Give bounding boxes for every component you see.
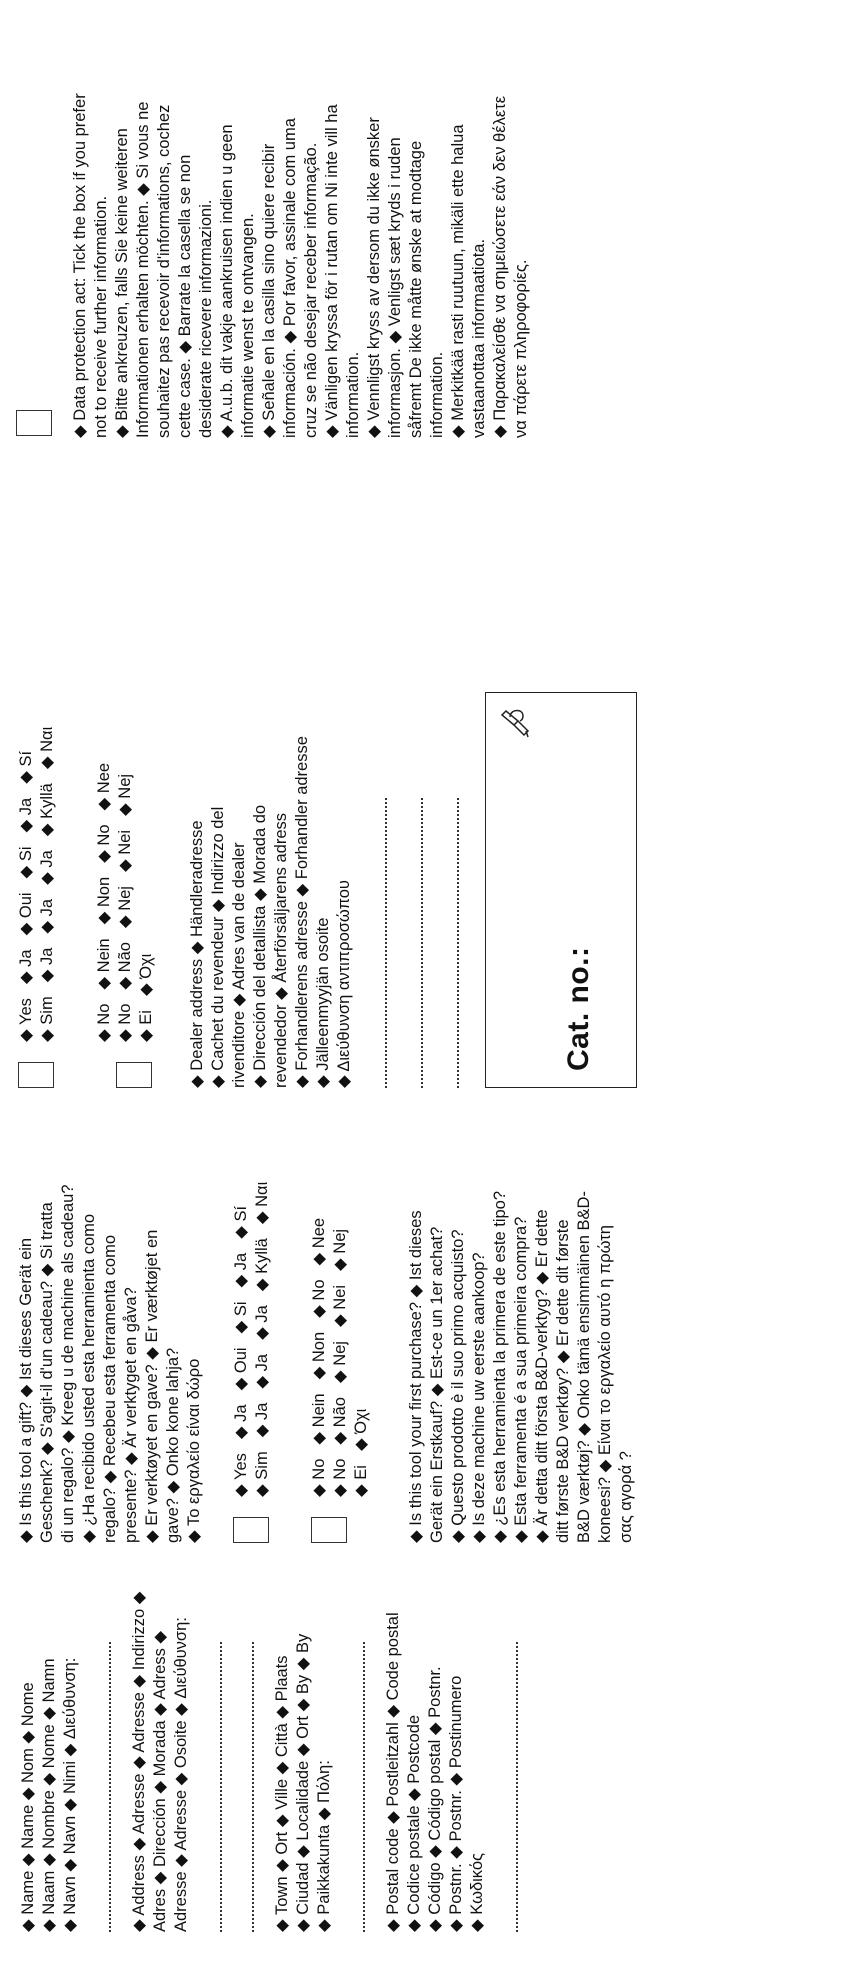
option-label: ◆ Sí	[232, 1205, 250, 1239]
gift-no-row-2	[330, 1148, 351, 1497]
data-protection-line: ◆ Merkitkää rasti ruutuun, mikäli ette halua	[449, 124, 467, 438]
data-protection-line: desiderate ricevere informazioni.	[197, 199, 215, 438]
option-label: ◆ Nei	[116, 829, 134, 873]
gift-question	[16, 1148, 205, 1543]
first-purchase-yes-row-1	[16, 508, 37, 1042]
option-label: ◆ Nee	[310, 1217, 328, 1266]
option-label: ◆ Nej	[331, 1341, 349, 1384]
data-protection-line: ◆ A.u.b. dit vakje aankruisen indien u geen	[218, 124, 236, 438]
dealer-column	[16, 508, 637, 1088]
name-field-label	[18, 1622, 81, 1932]
option-label: ◆ No	[331, 1458, 349, 1497]
gift-question-line: Geschenk? ◆ S'agit-il d'un cadeau? ◆ Si tratta	[38, 1202, 56, 1543]
option-label: ◆ Ja	[38, 947, 56, 983]
gift-no-row-1	[309, 1148, 330, 1497]
data-protection-line: cette case. ◆ Barrate la casella se non	[176, 154, 194, 438]
address-label-line: Adres ◆ Dirección ◆ Morada ◆ Adress ◆	[151, 1630, 169, 1932]
dealer-address-field-1[interactable]	[385, 798, 387, 1088]
data-protection-checkbox[interactable]	[16, 410, 52, 436]
option-label: ◆ Ja	[232, 1252, 250, 1288]
postal-field-label	[383, 1612, 488, 1932]
gift-question-line: ◆ Er verktøyet en gave? ◆ Er værktøjet en	[143, 1229, 161, 1543]
data-protection-line: ◆ Bitte ankreuzen, falls Sie keine weiteren	[113, 128, 131, 438]
first-purchase-line: ditt første B&D verktøy? ◆ Er dette dit første	[554, 1219, 572, 1543]
option-label: ◆ Nej	[331, 1228, 349, 1271]
option-label: ◆ Ei	[137, 1010, 155, 1042]
dealer-label-line: rivenditore ◆ Adres van de dealer	[230, 842, 248, 1088]
name-field[interactable]	[109, 1642, 111, 1932]
option-label: ◆ Yes	[232, 1453, 250, 1497]
address-field-line-1[interactable]	[220, 1642, 222, 1932]
first-purchase-line: ◆ ¿Es esta herramienta la primera de este tipo?	[491, 1190, 509, 1543]
data-protection-line: vastaanottaa informaatiota.	[470, 238, 488, 438]
data-protection-text	[70, 28, 532, 438]
first-purchase-no-checkbox[interactable]	[116, 1062, 152, 1088]
option-label: ◆ Ja	[38, 898, 56, 934]
data-protection-line: ◆ Data protection act: Tick the box if you prefer	[71, 93, 89, 438]
option-label: ◆ Ja	[17, 797, 35, 833]
postal-label-line: ◆ Κωδικός	[468, 1853, 486, 1932]
option-label: ◆ Kyllä	[253, 1238, 271, 1292]
town-label-line: ◆ Ciudad ◆ Localidade ◆ Ort ◆ By ◆ By	[294, 1633, 312, 1932]
option-label: ◆ Non	[95, 876, 113, 925]
data-protection-line: Informationen erhalten möchten. ◆ Si vous ne	[134, 101, 152, 438]
address-label-line: Adresse ◆ Adresse ◆ Osoite ◆ Διεύθυνση:	[172, 1617, 190, 1932]
option-label: ◆ Ναι	[38, 726, 56, 770]
first-purchase-no-row-1	[94, 508, 115, 1042]
dealer-label-line: ◆ Dealer address ◆ Händleradresse	[188, 820, 206, 1088]
gift-question-line: ◆ Is this tool a gift? ◆ Ist dieses Gerät ein	[17, 1237, 35, 1543]
first-purchase-yes-row-2	[37, 508, 58, 1042]
gift-question-line: ◆ Το εργαλείο είναι δώρο	[185, 1358, 203, 1543]
data-protection-line: ◆ Vänligen kryssa för i rutan om Ni inte vill ha	[323, 104, 341, 438]
dealer-label-line: ◆ Jälleenmyyjän osoite	[314, 917, 332, 1088]
name-label-line: ◆ Navn ◆ Navn ◆ Nimi ◆ Διεύθυνση:	[61, 1657, 79, 1932]
first-purchase-yes-checkbox[interactable]	[18, 1062, 54, 1088]
postal-label-line: ◆ Postal code ◆ Postleitzahl ◆ Code postal	[384, 1612, 402, 1932]
dealer-label-line: ◆ Διεύθυνση αντιπροσώπου	[335, 880, 353, 1088]
postal-label-line: ◆ Postnr. ◆ Postnr. ◆ Postinumero	[447, 1675, 465, 1932]
gift-question-line: ◆ ¿Ha recibido usted esta herramienta como	[80, 1213, 98, 1543]
gift-yes-row-1	[231, 1148, 252, 1497]
option-label: ◆ Oui	[232, 1347, 250, 1391]
option-label: ◆ Ja	[253, 1305, 271, 1340]
name-label-line: ◆ Name ◆ Name ◆ Nom ◆ Nome	[19, 1682, 37, 1932]
address-label-line: ◆ Address ◆ Adresse ◆ Adresse ◆ Indirizzo ◆	[130, 1591, 148, 1932]
option-label: ◆ Sí	[17, 750, 35, 784]
first-purchase-line: ◆ Is deze machine uw eerste aankoop?	[470, 1252, 488, 1543]
customer-details-column	[18, 1591, 536, 1932]
option-label: ◆ No	[95, 824, 113, 863]
data-protection-line: informasjon. ◆ Venligst sæt kryds i ruden	[386, 137, 404, 438]
option-label: ◆ Nej	[116, 886, 134, 929]
gift-yes-checkbox[interactable]	[233, 1517, 269, 1543]
first-purchase-line: ◆ Esta ferramenta é a sua primeira compra?	[512, 1216, 530, 1543]
dealer-label-line: ◆ Dirección del detallista ◆ Morada do	[251, 804, 269, 1088]
option-label: ◆ Sim	[38, 996, 56, 1042]
data-protection-line: information.	[428, 351, 446, 438]
first-purchase-line: Gerät ein Erstkauf? ◆ Est-ce un 1er achat?	[428, 1226, 446, 1543]
data-protection-line: ◆ Señale en la casilla sino quiere recibir	[260, 143, 278, 438]
town-field[interactable]	[363, 1642, 365, 1932]
first-purchase-no-row-2	[115, 508, 136, 1042]
data-protection-line: souhaitez pas recevoir d'informations, cochez	[155, 104, 173, 438]
pen-hand-icon	[496, 705, 530, 739]
option-label: ◆ Όχι	[352, 1408, 370, 1452]
data-protection-line: såfremt De ikke måtte ønske at modtage	[407, 140, 425, 438]
option-label: ◆ Si	[17, 846, 35, 879]
name-label-line: ◆ Naam ◆ Nombre ◆ Nome ◆ Namn	[40, 1658, 58, 1932]
option-label: ◆ Ja	[253, 1402, 271, 1438]
first-purchase-yes-option	[16, 508, 58, 1088]
option-label: ◆ Si	[232, 1301, 250, 1334]
option-label: ◆ Ja	[232, 1404, 250, 1440]
dealer-address-label	[187, 508, 355, 1088]
data-protection-line: cruz se não desejar receber informação.	[302, 142, 320, 438]
option-label: ◆ Kyllä	[38, 783, 56, 837]
gift-yes-row-2	[252, 1148, 273, 1497]
town-label-line: ◆ Paikkakunta ◆ Πόλη:	[315, 1760, 333, 1932]
data-protection-column	[16, 28, 532, 438]
town-field-label	[272, 1622, 335, 1932]
first-purchase-no-row-3	[136, 508, 157, 1042]
first-purchase-line: koneesi? ◆ Είναι το εργαλείο αυτό η πρώτη	[596, 1225, 614, 1543]
data-protection-line: να πάρετε πληροφορίες.	[512, 259, 530, 438]
option-label: ◆ Sim	[253, 1451, 271, 1497]
data-protection-line: not to receive further information.	[92, 195, 110, 438]
option-label: ◆ Ναι	[253, 1181, 271, 1225]
address-field-line-2[interactable]	[252, 1642, 254, 1932]
first-purchase-line: ◆ Är detta ditt första B&D-verktyg? ◆ Er dette	[533, 1209, 551, 1543]
address-field-label	[129, 1591, 192, 1932]
dealer-label-line: ◆ Forhandlerens adresse ◆ Forhandler adresse	[293, 736, 311, 1088]
dealer-label-line: ◆ Cachet du revendeur ◆ Indirizzo del	[209, 806, 227, 1088]
option-label: ◆ Ja	[253, 1353, 271, 1389]
data-protection-line: informatie wenst te ontvangen.	[239, 213, 257, 438]
dealer-address-field-3[interactable]	[457, 798, 459, 1088]
option-label: ◆ Não	[116, 942, 134, 990]
gift-no-option	[309, 1148, 372, 1543]
option-label: ◆ No	[310, 1279, 328, 1318]
option-label: ◆ Nein	[310, 1393, 328, 1445]
gift-yes-option	[231, 1148, 273, 1543]
postal-field[interactable]	[516, 1642, 518, 1932]
dealer-label-line: revendedor ◆ Återförsäljarens adress	[272, 813, 290, 1088]
postal-label-line: ◆ Codice postale ◆ Postcode	[405, 1714, 423, 1932]
gift-question-line: gave? ◆ Onko kone lahja?	[164, 1347, 182, 1543]
data-protection-line: ◆ Vennligst kryss av dersom du ikke ønsker	[365, 117, 383, 438]
option-label: ◆ Ja	[38, 850, 56, 885]
option-label: ◆ Nee	[95, 762, 113, 811]
option-label: ◆ Não	[331, 1397, 349, 1445]
option-label: ◆ Ei	[352, 1465, 370, 1497]
option-label: ◆ Nein	[95, 938, 113, 990]
data-protection-line: information.	[344, 351, 362, 438]
first-purchase-question	[406, 1148, 637, 1543]
gift-no-row-3	[351, 1148, 372, 1497]
postal-label-line: ◆ Código ◆ Código postal ◆ Postnr.	[426, 1666, 444, 1932]
option-label: ◆ Nei	[331, 1284, 349, 1328]
questions-column	[16, 1148, 637, 1543]
data-protection-line: información. ◆ Por favor, assinale com uma	[281, 118, 299, 438]
dealer-address-field-2[interactable]	[421, 798, 423, 1088]
option-label: ◆ No	[95, 1003, 113, 1042]
gift-question-line: presente? ◆ Är verktyget en gåva?	[122, 1287, 140, 1543]
first-purchase-line: ◆ Is this tool your first purchase? ◆ Ist dieses	[407, 1210, 425, 1543]
data-protection-line: ◆ Παρακαλείσθε να σημειώσετε εάν δεν θέλετε	[491, 95, 509, 438]
cat-no-box[interactable]	[485, 692, 637, 1088]
first-purchase-line: B&D værktøj? ◆ Onko tämä ensimmäinen B&D-	[575, 1191, 593, 1543]
option-label: ◆ Nej	[116, 773, 134, 816]
cat-no-label: Cat. no.:	[562, 946, 595, 1071]
first-purchase-no-option	[94, 508, 157, 1088]
gift-question-line: regalo? ◆ Recebeu esta ferramenta como	[101, 1234, 119, 1543]
town-label-line: ◆ Town ◆ Ort ◆ Ville ◆ Città ◆ Plaats	[273, 1655, 291, 1932]
gift-question-line: di un regalo? ◆ Kreeg u de machine als cadeau?	[59, 1184, 77, 1543]
option-label: ◆ Non	[310, 1331, 328, 1380]
first-purchase-line: ◆ Questo prodotto è il suo primo acquisto?	[449, 1229, 467, 1543]
gift-no-checkbox[interactable]	[311, 1517, 347, 1543]
option-label: ◆ Όχι	[137, 953, 155, 997]
first-purchase-line: σας αγορά ?	[617, 1451, 635, 1543]
option-label: ◆ Yes	[17, 998, 35, 1042]
option-label: ◆ Oui	[17, 892, 35, 936]
option-label: ◆ No	[310, 1458, 328, 1497]
option-label: ◆ Ja	[17, 949, 35, 985]
option-label: ◆ No	[116, 1003, 134, 1042]
